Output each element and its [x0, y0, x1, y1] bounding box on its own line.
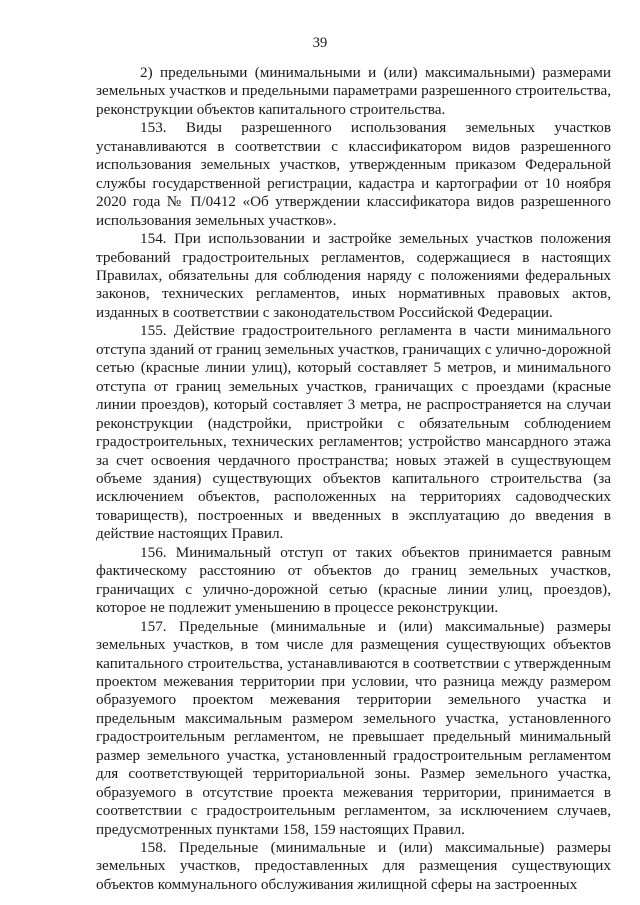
paragraph-156: 156. Минимальный отступ от таких объектов принимается равным фактическому расстоянию от объектов до границ земельных участков, граничащих с улично-дорожной сетью (красные линии улиц, проездов), которое не подлежит уменьшению в процессе реконструкции. [96, 543, 611, 617]
paragraph-153: 153. Виды разрешенного использования земельных участков устанавливаются в соответствии с классификатором видов разрешенного использования земельных участков, утвержденным приказом Федеральной службы государственной регистрации, кадастра и картографии от 10 ноября 2020 года № П/0412 «Об утверждении классификатора видов разрешенного использования земельных участков». [96, 119, 611, 229]
paragraph-155: 155. Действие градостроительного регламента в части минимального отступа зданий от границ земельных участков, граничащих с улично-дорожной сетью (красные линии улиц), который составляет 5 метров, и минимального отступа от границ земельных участков, граничащих с проездами (красные линии проездов), который составляет 3 метра, не распространяется на случаи реконструкции (надстройки, пристройки с обязательным соблюдением градостроительных, технических регламентов; устройство мансардного этажа за счет освоения чердачного пространства; новых этажей в существующем объеме здания) существующих объектов капитального строительства (за исключением объектов, расположенных на территориях садоводческих товариществ), построенных и введенных в эксплуатацию до введения в действие настоящих Правил. [96, 322, 611, 543]
paragraph-157: 157. Предельные (минимальные и (или) максимальные) размеры земельных участков, в том числе для размещения существующих объектов капитального строительства, устанавливаются в соответствии с утвержденным проектом межевания территории при условии, что разница между размером образуемого проектом межевания территории земельного участка и предельным максимальным размером земельного участка, установленного градостроительным регламентом, не превышает предельный минимальный размер земельного участка, установленный градостроительным регламентом для соответствующей территориальной зоны. Размер земельного участка, образуемого в отсутствие проекта межевания территории, принимается в соответствии с градостроительным регламентом, за исключением случаев, предусмотренных пунктами 158, 159 настоящих Правил. [96, 617, 611, 838]
page-number: 39 [312, 35, 328, 51]
document-body [96, 64, 611, 894]
paragraph-158: 158. Предельные (минимальные и (или) максимальные) размеры земельных участков, предоставленных для размещения существующих объектов коммунального обслуживания жилищной сферы на застроенных [96, 839, 611, 893]
paragraph-154: 154. При использовании и застройке земельных участков положения требований градостроительных регламентов, содержащиеся в настоящих Правилах, обязательны для соблюдения наряду с положениями федеральных законов, технических регламентов, иных нормативных правовых актов, изданных в соответствии с законодательством Российской Федерации. [96, 230, 611, 321]
paragraph-2-limits: 2) предельными (минимальными и (или) максимальными) размерами земельных участков и предельными параметрами разрешенного строительства, реконструкции объектов капитального строительства. [96, 64, 611, 118]
